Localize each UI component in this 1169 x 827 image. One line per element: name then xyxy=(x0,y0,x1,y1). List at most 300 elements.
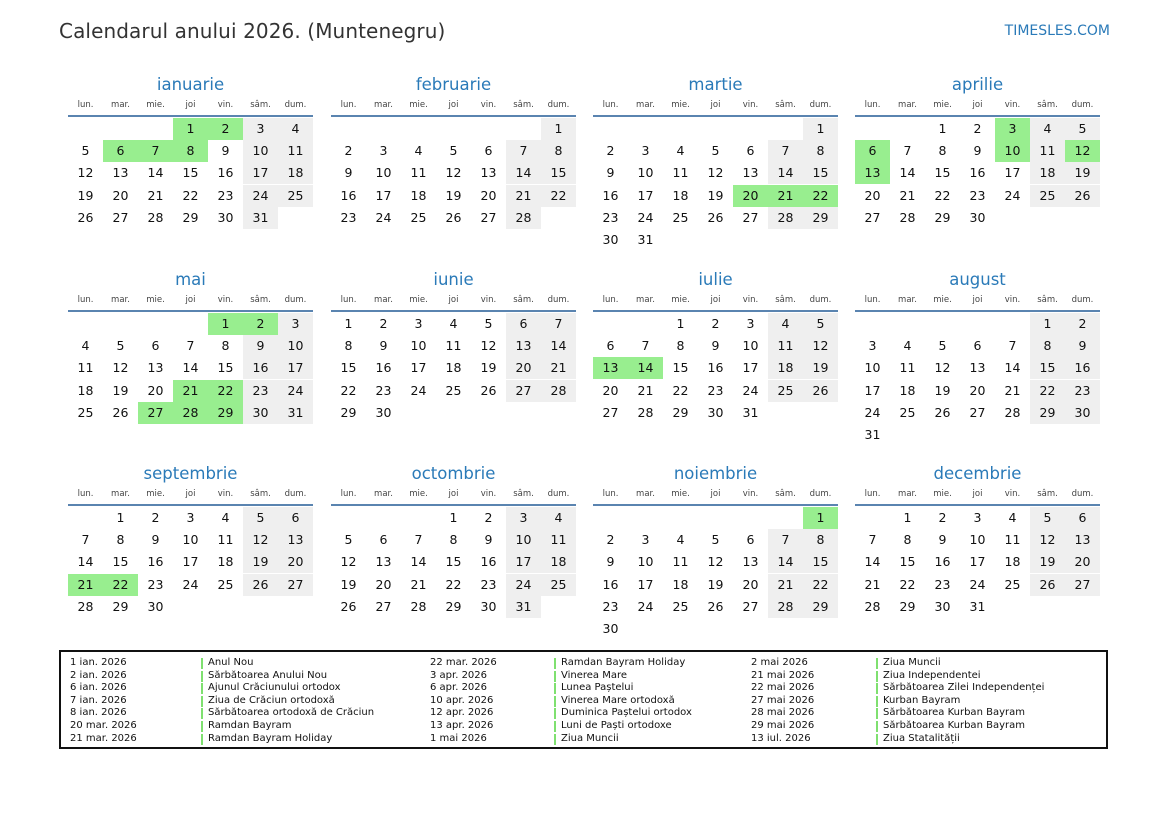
day-cell[interactable]: 30 xyxy=(480,598,497,614)
day-cell[interactable]: 25 xyxy=(445,382,462,398)
day-cell[interactable]: 7 xyxy=(506,140,541,162)
day-cell[interactable]: 20 xyxy=(506,357,541,379)
day-cell[interactable]: 11 xyxy=(672,165,689,181)
day-cell[interactable]: 18 xyxy=(1030,162,1065,184)
day-cell[interactable]: 23 xyxy=(243,380,278,402)
day-cell[interactable]: 15 xyxy=(899,554,916,570)
day-cell[interactable]: 27 xyxy=(480,209,497,225)
day-cell[interactable]: 18 xyxy=(899,382,916,398)
day-cell[interactable]: 28 xyxy=(173,402,208,424)
day-cell[interactable]: 29 xyxy=(899,598,916,614)
day-cell[interactable]: 25 xyxy=(77,404,94,420)
day-cell[interactable]: 3 xyxy=(379,143,388,159)
day-cell[interactable]: 27 xyxy=(864,209,881,225)
day-cell[interactable]: 19 xyxy=(77,187,94,203)
day-cell[interactable]: 4 xyxy=(81,338,90,354)
day-cell[interactable]: 4 xyxy=(903,338,912,354)
day-cell[interactable]: 9 xyxy=(151,532,160,548)
day-cell[interactable]: 20 xyxy=(147,382,164,398)
day-cell[interactable]: 18 xyxy=(1004,554,1021,570)
day-cell[interactable]: 24 xyxy=(1004,187,1021,203)
day-cell[interactable]: 8 xyxy=(676,338,685,354)
day-cell[interactable]: 11 xyxy=(410,165,427,181)
day-cell[interactable]: 28 xyxy=(768,596,803,618)
day-cell[interactable]: 23 xyxy=(969,187,986,203)
day-cell[interactable]: 13 xyxy=(969,360,986,376)
day-cell[interactable]: 24 xyxy=(637,598,654,614)
day-cell[interactable]: 1 xyxy=(208,313,243,335)
day-cell[interactable]: 19 xyxy=(112,382,129,398)
day-cell[interactable]: 3 xyxy=(278,313,313,335)
day-cell[interactable]: 14 xyxy=(1004,360,1021,376)
day-cell[interactable]: 14 xyxy=(864,554,881,570)
day-cell[interactable]: 22 xyxy=(541,185,576,207)
day-cell[interactable]: 29 xyxy=(803,596,838,618)
day-cell[interactable]: 2 xyxy=(973,121,982,136)
day-cell[interactable]: 22 xyxy=(340,382,357,398)
day-cell[interactable]: 25 xyxy=(1030,185,1065,207)
day-cell[interactable]: 25 xyxy=(672,209,689,225)
day-cell[interactable]: 17 xyxy=(375,187,392,203)
day-cell[interactable]: 31 xyxy=(864,426,881,442)
day-cell[interactable]: 9 xyxy=(221,143,230,159)
day-cell[interactable]: 20 xyxy=(602,382,619,398)
day-cell[interactable]: 15 xyxy=(934,165,951,181)
day-cell[interactable]: 16 xyxy=(340,187,357,203)
day-cell[interactable]: 31 xyxy=(742,404,759,420)
day-cell[interactable]: 15 xyxy=(340,360,357,376)
day-cell[interactable]: 14 xyxy=(410,554,427,570)
day-cell[interactable]: 26 xyxy=(803,380,838,402)
day-cell[interactable]: 5 xyxy=(1030,507,1065,529)
day-cell[interactable]: 6 xyxy=(103,140,138,162)
day-cell[interactable]: 23 xyxy=(340,209,357,225)
day-cell[interactable]: 23 xyxy=(602,209,619,225)
day-cell[interactable]: 18 xyxy=(217,554,234,570)
day-cell[interactable]: 14 xyxy=(899,165,916,181)
day-cell[interactable]: 11 xyxy=(1004,532,1021,548)
day-cell[interactable]: 11 xyxy=(672,554,689,570)
day-cell[interactable]: 22 xyxy=(445,576,462,592)
day-cell[interactable]: 16 xyxy=(1065,357,1100,379)
day-cell[interactable]: 16 xyxy=(969,165,986,181)
day-cell[interactable]: 18 xyxy=(541,551,576,573)
day-cell[interactable]: 22 xyxy=(934,187,951,203)
day-cell[interactable]: 2 xyxy=(484,510,493,525)
day-cell[interactable]: 1 xyxy=(449,510,458,525)
day-cell[interactable]: 21 xyxy=(768,185,803,207)
day-cell[interactable]: 23 xyxy=(480,576,497,592)
day-cell[interactable]: 12 xyxy=(934,360,951,376)
day-cell[interactable]: 17 xyxy=(637,187,654,203)
day-cell[interactable]: 21 xyxy=(147,187,164,203)
day-cell[interactable]: 6 xyxy=(1065,507,1100,529)
day-cell[interactable]: 16 xyxy=(375,360,392,376)
day-cell[interactable]: 24 xyxy=(375,209,392,225)
day-cell[interactable]: 14 xyxy=(768,551,803,573)
day-cell[interactable]: 8 xyxy=(803,529,838,551)
day-cell[interactable]: 14 xyxy=(77,554,94,570)
day-cell[interactable]: 30 xyxy=(602,620,619,636)
day-cell[interactable]: 22 xyxy=(803,185,838,207)
day-cell[interactable]: 30 xyxy=(147,598,164,614)
day-cell[interactable]: 31 xyxy=(243,207,278,229)
day-cell[interactable]: 29 xyxy=(1030,402,1065,424)
day-cell[interactable]: 15 xyxy=(803,162,838,184)
day-cell[interactable]: 11 xyxy=(1030,140,1065,162)
day-cell[interactable]: 10 xyxy=(637,165,654,181)
day-cell[interactable]: 30 xyxy=(707,404,724,420)
day-cell[interactable]: 13 xyxy=(112,165,129,181)
day-cell[interactable]: 28 xyxy=(899,209,916,225)
day-cell[interactable]: 12 xyxy=(77,165,94,181)
day-cell[interactable]: 7 xyxy=(868,532,877,548)
day-cell[interactable]: 27 xyxy=(375,598,392,614)
day-cell[interactable]: 17 xyxy=(637,576,654,592)
day-cell[interactable]: 12 xyxy=(243,529,278,551)
day-cell[interactable]: 26 xyxy=(1065,185,1100,207)
day-cell[interactable]: 11 xyxy=(77,360,94,376)
day-cell[interactable]: 24 xyxy=(742,382,759,398)
day-cell[interactable]: 28 xyxy=(1004,404,1021,420)
day-cell[interactable]: 27 xyxy=(969,404,986,420)
day-cell[interactable]: 8 xyxy=(221,338,230,354)
day-cell[interactable]: 8 xyxy=(344,338,353,354)
day-cell[interactable]: 8 xyxy=(803,140,838,162)
day-cell[interactable]: 20 xyxy=(969,382,986,398)
day-cell[interactable]: 29 xyxy=(803,207,838,229)
day-cell[interactable]: 22 xyxy=(803,574,838,596)
day-cell[interactable]: 10 xyxy=(969,532,986,548)
day-cell[interactable]: 2 xyxy=(711,316,720,331)
day-cell[interactable]: 20 xyxy=(742,576,759,592)
day-cell[interactable]: 31 xyxy=(506,596,541,618)
day-cell[interactable]: 5 xyxy=(243,507,278,529)
day-cell[interactable]: 1 xyxy=(938,121,947,136)
day-cell[interactable]: 12 xyxy=(1030,529,1065,551)
day-cell[interactable]: 22 xyxy=(182,187,199,203)
day-cell[interactable]: 7 xyxy=(81,532,90,548)
day-cell[interactable]: 30 xyxy=(602,231,619,247)
day-cell[interactable]: 29 xyxy=(445,598,462,614)
day-cell[interactable]: 3 xyxy=(186,510,195,525)
day-cell[interactable]: 5 xyxy=(803,313,838,335)
day-cell[interactable]: 20 xyxy=(112,187,129,203)
day-cell[interactable]: 15 xyxy=(541,162,576,184)
day-cell[interactable]: 29 xyxy=(340,404,357,420)
day-cell[interactable]: 15 xyxy=(112,554,129,570)
day-cell[interactable]: 7 xyxy=(768,140,803,162)
day-cell[interactable]: 1 xyxy=(676,316,685,331)
day-cell[interactable]: 17 xyxy=(410,360,427,376)
day-cell[interactable]: 1 xyxy=(173,118,208,140)
day-cell[interactable]: 28 xyxy=(410,598,427,614)
day-cell[interactable]: 19 xyxy=(243,551,278,573)
day-cell[interactable]: 29 xyxy=(208,402,243,424)
day-cell[interactable]: 24 xyxy=(182,576,199,592)
day-cell[interactable]: 16 xyxy=(480,554,497,570)
day-cell[interactable]: 30 xyxy=(934,598,951,614)
day-cell[interactable]: 17 xyxy=(506,551,541,573)
day-cell[interactable]: 5 xyxy=(1065,118,1100,140)
day-cell[interactable]: 9 xyxy=(1065,335,1100,357)
day-cell[interactable]: 6 xyxy=(606,338,615,354)
day-cell[interactable]: 22 xyxy=(103,574,138,596)
day-cell[interactable]: 20 xyxy=(864,187,881,203)
day-cell[interactable]: 13 xyxy=(147,360,164,376)
day-cell[interactable]: 27 xyxy=(506,380,541,402)
day-cell[interactable]: 26 xyxy=(480,382,497,398)
day-cell[interactable]: 18 xyxy=(410,187,427,203)
day-cell[interactable]: 26 xyxy=(243,574,278,596)
day-cell[interactable]: 8 xyxy=(116,532,125,548)
day-cell[interactable]: 6 xyxy=(746,143,755,159)
day-cell[interactable]: 18 xyxy=(77,382,94,398)
day-cell[interactable]: 28 xyxy=(541,380,576,402)
day-cell[interactable]: 11 xyxy=(768,335,803,357)
day-cell[interactable]: 25 xyxy=(1004,576,1021,592)
day-cell[interactable]: 8 xyxy=(541,140,576,162)
day-cell[interactable]: 22 xyxy=(1030,380,1065,402)
day-cell[interactable]: 24 xyxy=(864,404,881,420)
day-cell[interactable]: 2 xyxy=(1065,313,1100,335)
day-cell[interactable]: 13 xyxy=(593,357,628,379)
day-cell[interactable]: 19 xyxy=(707,576,724,592)
day-cell[interactable]: 9 xyxy=(243,335,278,357)
day-cell[interactable]: 11 xyxy=(217,532,234,548)
day-cell[interactable]: 29 xyxy=(112,598,129,614)
day-cell[interactable]: 4 xyxy=(768,313,803,335)
day-cell[interactable]: 27 xyxy=(742,209,759,225)
day-cell[interactable]: 16 xyxy=(602,187,619,203)
day-cell[interactable]: 1 xyxy=(541,118,576,140)
day-cell[interactable]: 14 xyxy=(768,162,803,184)
day-cell[interactable]: 3 xyxy=(641,532,650,548)
day-cell[interactable]: 7 xyxy=(541,313,576,335)
day-cell[interactable]: 6 xyxy=(746,532,755,548)
day-cell[interactable]: 19 xyxy=(803,357,838,379)
day-cell[interactable]: 2 xyxy=(208,118,243,140)
day-cell[interactable]: 5 xyxy=(116,338,125,354)
day-cell[interactable]: 30 xyxy=(1065,402,1100,424)
brand-link[interactable]: TIMESLES.COM xyxy=(1004,23,1110,39)
day-cell[interactable]: 14 xyxy=(628,357,663,379)
day-cell[interactable]: 26 xyxy=(77,209,94,225)
day-cell[interactable]: 27 xyxy=(278,574,313,596)
day-cell[interactable]: 4 xyxy=(676,532,685,548)
day-cell[interactable]: 13 xyxy=(855,162,890,184)
day-cell[interactable]: 23 xyxy=(934,576,951,592)
day-cell[interactable]: 10 xyxy=(637,554,654,570)
day-cell[interactable]: 24 xyxy=(506,574,541,596)
day-cell[interactable]: 4 xyxy=(676,143,685,159)
day-cell[interactable]: 7 xyxy=(414,532,423,548)
day-cell[interactable]: 12 xyxy=(1065,140,1100,162)
day-cell[interactable]: 4 xyxy=(278,118,313,140)
day-cell[interactable]: 15 xyxy=(217,360,234,376)
day-cell[interactable]: 26 xyxy=(340,598,357,614)
day-cell[interactable]: 8 xyxy=(1030,335,1065,357)
day-cell[interactable]: 26 xyxy=(1030,574,1065,596)
day-cell[interactable]: 12 xyxy=(803,335,838,357)
day-cell[interactable]: 7 xyxy=(903,143,912,159)
day-cell[interactable]: 9 xyxy=(606,554,615,570)
day-cell[interactable]: 12 xyxy=(445,165,462,181)
day-cell[interactable]: 3 xyxy=(506,507,541,529)
day-cell[interactable]: 17 xyxy=(243,162,278,184)
day-cell[interactable]: 5 xyxy=(449,143,458,159)
day-cell[interactable]: 5 xyxy=(711,532,720,548)
day-cell[interactable]: 21 xyxy=(68,574,103,596)
day-cell[interactable]: 3 xyxy=(995,118,1030,140)
day-cell[interactable]: 3 xyxy=(243,118,278,140)
day-cell[interactable]: 3 xyxy=(746,316,755,331)
day-cell[interactable]: 26 xyxy=(707,209,724,225)
day-cell[interactable]: 11 xyxy=(278,140,313,162)
day-cell[interactable]: 21 xyxy=(899,187,916,203)
day-cell[interactable]: 23 xyxy=(707,382,724,398)
day-cell[interactable]: 8 xyxy=(449,532,458,548)
day-cell[interactable]: 17 xyxy=(969,554,986,570)
day-cell[interactable]: 2 xyxy=(938,510,947,525)
day-cell[interactable]: 4 xyxy=(1030,118,1065,140)
day-cell[interactable]: 23 xyxy=(375,382,392,398)
day-cell[interactable]: 18 xyxy=(278,162,313,184)
day-cell[interactable]: 1 xyxy=(344,316,353,331)
day-cell[interactable]: 2 xyxy=(151,510,160,525)
day-cell[interactable]: 19 xyxy=(445,187,462,203)
day-cell[interactable]: 20 xyxy=(1065,551,1100,573)
day-cell[interactable]: 15 xyxy=(803,551,838,573)
day-cell[interactable]: 22 xyxy=(208,380,243,402)
day-cell[interactable]: 2 xyxy=(243,313,278,335)
day-cell[interactable]: 5 xyxy=(344,532,353,548)
day-cell[interactable]: 21 xyxy=(410,576,427,592)
day-cell[interactable]: 2 xyxy=(606,143,615,159)
day-cell[interactable]: 6 xyxy=(506,313,541,335)
day-cell[interactable]: 6 xyxy=(973,338,982,354)
day-cell[interactable]: 7 xyxy=(768,529,803,551)
day-cell[interactable]: 14 xyxy=(506,162,541,184)
day-cell[interactable]: 6 xyxy=(484,143,493,159)
day-cell[interactable]: 28 xyxy=(77,598,94,614)
day-cell[interactable]: 6 xyxy=(151,338,160,354)
day-cell[interactable]: 15 xyxy=(1030,357,1065,379)
day-cell[interactable]: 20 xyxy=(480,187,497,203)
day-cell[interactable]: 27 xyxy=(602,404,619,420)
day-cell[interactable]: 14 xyxy=(541,335,576,357)
day-cell[interactable]: 23 xyxy=(1065,380,1100,402)
day-cell[interactable]: 3 xyxy=(414,316,423,331)
day-cell[interactable]: 5 xyxy=(81,143,90,159)
day-cell[interactable]: 25 xyxy=(278,185,313,207)
day-cell[interactable]: 3 xyxy=(641,143,650,159)
day-cell[interactable]: 20 xyxy=(278,551,313,573)
day-cell[interactable]: 16 xyxy=(147,554,164,570)
day-cell[interactable]: 29 xyxy=(182,209,199,225)
day-cell[interactable]: 26 xyxy=(934,404,951,420)
day-cell[interactable]: 29 xyxy=(934,209,951,225)
day-cell[interactable]: 10 xyxy=(278,335,313,357)
day-cell[interactable]: 1 xyxy=(803,507,838,529)
day-cell[interactable]: 15 xyxy=(182,165,199,181)
day-cell[interactable]: 16 xyxy=(243,357,278,379)
day-cell[interactable]: 25 xyxy=(217,576,234,592)
day-cell[interactable]: 5 xyxy=(711,143,720,159)
day-cell[interactable]: 12 xyxy=(340,554,357,570)
day-cell[interactable]: 28 xyxy=(768,207,803,229)
day-cell[interactable]: 14 xyxy=(147,165,164,181)
day-cell[interactable]: 3 xyxy=(973,510,982,525)
day-cell[interactable]: 25 xyxy=(541,574,576,596)
day-cell[interactable]: 7 xyxy=(641,338,650,354)
day-cell[interactable]: 22 xyxy=(899,576,916,592)
day-cell[interactable]: 21 xyxy=(768,574,803,596)
day-cell[interactable]: 10 xyxy=(506,529,541,551)
day-cell[interactable]: 26 xyxy=(707,598,724,614)
day-cell[interactable]: 13 xyxy=(742,165,759,181)
day-cell[interactable]: 11 xyxy=(541,529,576,551)
day-cell[interactable]: 11 xyxy=(445,338,462,354)
day-cell[interactable]: 7 xyxy=(138,140,173,162)
day-cell[interactable]: 25 xyxy=(768,380,803,402)
day-cell[interactable]: 2 xyxy=(379,316,388,331)
day-cell[interactable]: 17 xyxy=(1004,165,1021,181)
day-cell[interactable]: 24 xyxy=(278,380,313,402)
day-cell[interactable]: 24 xyxy=(243,185,278,207)
day-cell[interactable]: 21 xyxy=(506,185,541,207)
day-cell[interactable]: 22 xyxy=(672,382,689,398)
day-cell[interactable]: 12 xyxy=(707,554,724,570)
day-cell[interactable]: 2 xyxy=(606,532,615,548)
day-cell[interactable]: 31 xyxy=(278,402,313,424)
day-cell[interactable]: 27 xyxy=(1065,574,1100,596)
day-cell[interactable]: 1 xyxy=(903,510,912,525)
day-cell[interactable]: 21 xyxy=(864,576,881,592)
day-cell[interactable]: 23 xyxy=(147,576,164,592)
day-cell[interactable]: 9 xyxy=(711,338,720,354)
day-cell[interactable]: 27 xyxy=(138,402,173,424)
day-cell[interactable]: 13 xyxy=(480,165,497,181)
day-cell[interactable]: 9 xyxy=(379,338,388,354)
day-cell[interactable]: 18 xyxy=(768,357,803,379)
day-cell[interactable]: 6 xyxy=(379,532,388,548)
day-cell[interactable]: 10 xyxy=(182,532,199,548)
day-cell[interactable]: 17 xyxy=(182,554,199,570)
day-cell[interactable]: 5 xyxy=(484,316,493,331)
day-cell[interactable]: 31 xyxy=(969,598,986,614)
day-cell[interactable]: 6 xyxy=(278,507,313,529)
day-cell[interactable]: 10 xyxy=(375,165,392,181)
day-cell[interactable]: 1 xyxy=(1030,313,1065,335)
day-cell[interactable]: 4 xyxy=(449,316,458,331)
day-cell[interactable]: 4 xyxy=(221,510,230,525)
day-cell[interactable]: 8 xyxy=(938,143,947,159)
day-cell[interactable]: 1 xyxy=(803,118,838,140)
day-cell[interactable]: 21 xyxy=(541,357,576,379)
day-cell[interactable]: 17 xyxy=(278,357,313,379)
day-cell[interactable]: 27 xyxy=(742,598,759,614)
day-cell[interactable]: 27 xyxy=(112,209,129,225)
day-cell[interactable]: 10 xyxy=(864,360,881,376)
day-cell[interactable]: 8 xyxy=(173,140,208,162)
day-cell[interactable]: 26 xyxy=(445,209,462,225)
day-cell[interactable]: 19 xyxy=(934,382,951,398)
day-cell[interactable]: 15 xyxy=(672,360,689,376)
day-cell[interactable]: 9 xyxy=(484,532,493,548)
day-cell[interactable]: 28 xyxy=(506,207,541,229)
day-cell[interactable]: 25 xyxy=(899,404,916,420)
